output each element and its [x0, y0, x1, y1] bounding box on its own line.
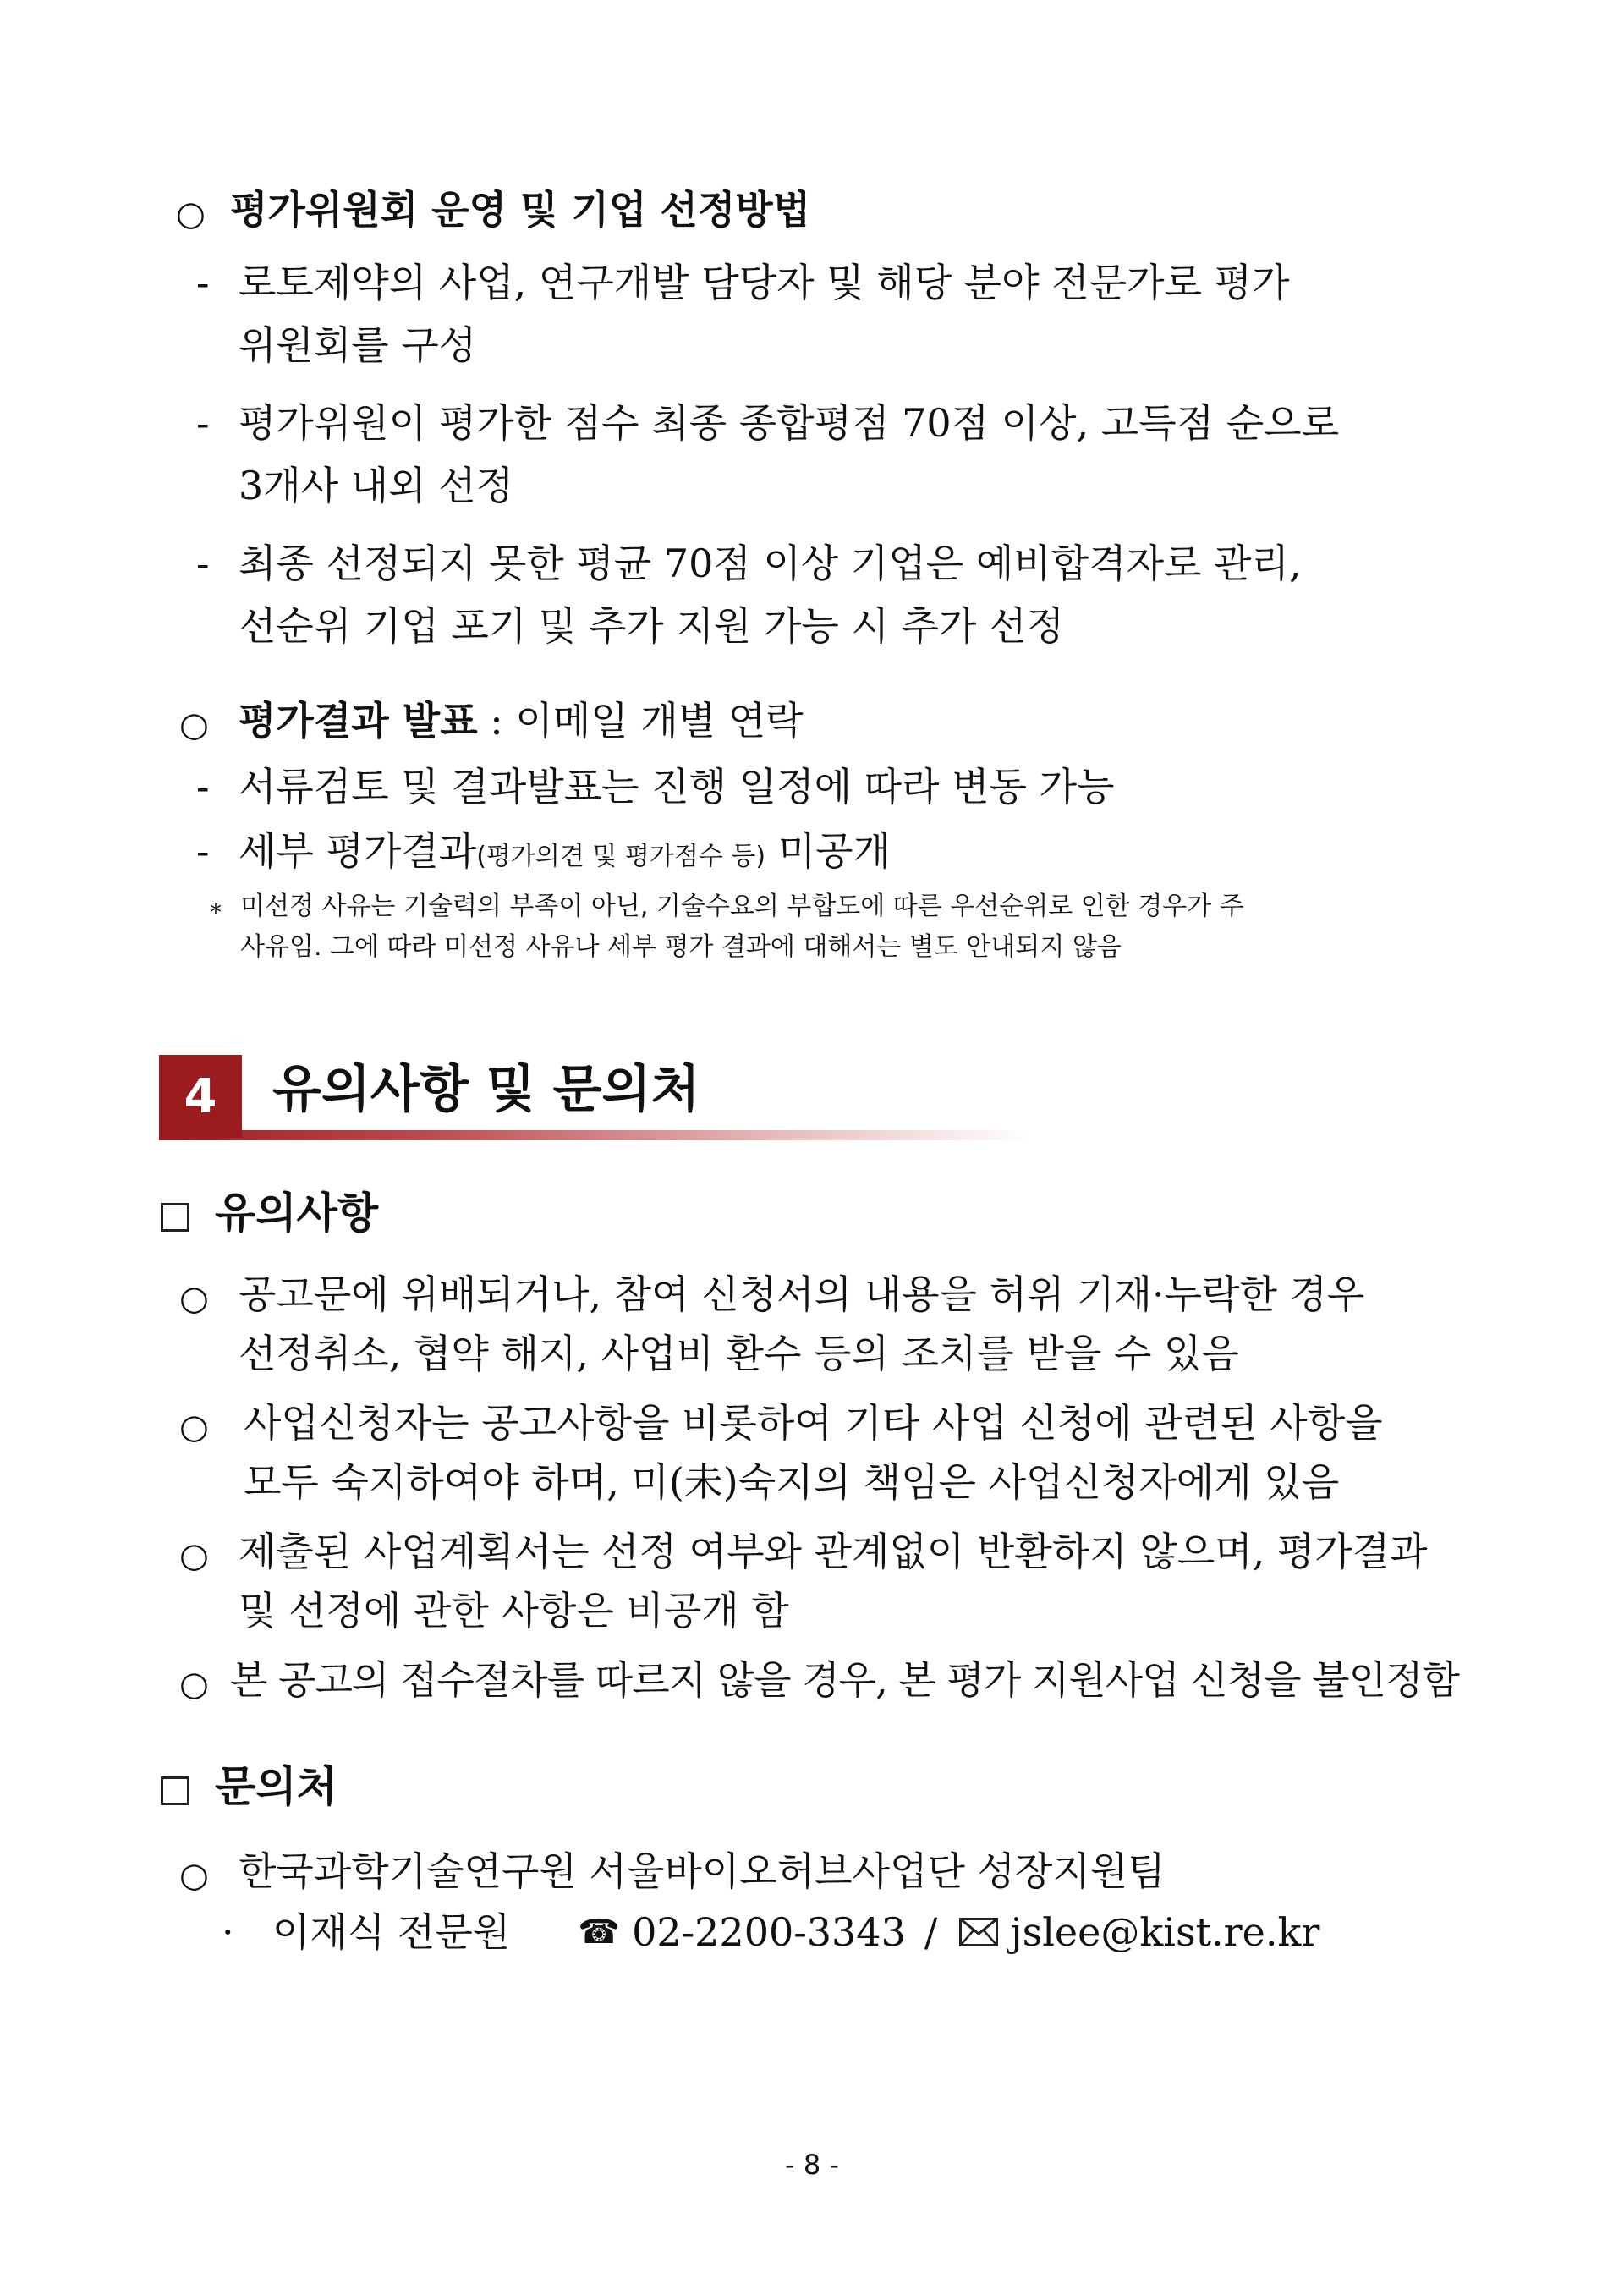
- eval-item-1-line2: 위원회를 구성: [239, 322, 477, 368]
- result-item-2: 세부 평가결과(평가의견 및 평가점수 등) 미공개: [239, 828, 892, 874]
- eval-item-3-line1: 최종 선정되지 못한 평균 70점 이상 기업은 예비합격자로 관리,: [239, 541, 1302, 586]
- caution-item-2-line2: 모두 숙지하여야 하며, 미(未)숙지의 책임은 사업신청자에게 있음: [244, 1459, 1340, 1505]
- section-number: 4: [184, 1068, 217, 1124]
- contact-org: 한국과학기술연구원 서울바이오허브사업단 성장지원팀: [239, 1848, 1166, 1894]
- circle-bullet-icon: ○: [176, 195, 206, 233]
- circle-bullet-icon: ○: [179, 1279, 209, 1318]
- contact-person: 이재식 전문원: [272, 1909, 511, 1955]
- contact-separator: /: [924, 1909, 938, 1955]
- contact-heading: 문의처: [215, 1762, 337, 1811]
- section-underline: [159, 1130, 1030, 1140]
- result-note-line1: 미선정 사유는 기술력의 부족이 아닌, 기술수요의 부합도에 따른 우선순위로 인한 경우가 주: [240, 892, 1244, 921]
- section-title: 유의사항 및 문의처: [272, 1060, 700, 1119]
- dash-bullet: -: [196, 764, 210, 810]
- mail-icon: [959, 1918, 998, 1946]
- caution-item-4: 본 공고의 접수절차를 따르지 않을 경우, 본 평가 지원사업 신청을 불인정함: [230, 1657, 1459, 1703]
- contact-phone[interactable]: 02-2200-3343: [632, 1909, 906, 1955]
- circle-bullet-icon: ○: [179, 1536, 209, 1575]
- circle-bullet-icon: ○: [179, 706, 209, 744]
- asterisk-icon: *: [210, 898, 222, 926]
- eval-item-2-line2: 3개사 내외 선정: [239, 463, 514, 508]
- result-heading: 평가결과 발표 : 이메일 개별 연락: [239, 698, 804, 744]
- dash-bullet: -: [196, 260, 210, 305]
- circle-bullet-icon: ○: [179, 1856, 209, 1895]
- caution-item-1-line2: 선정취소, 협약 해지, 사업비 환수 등의 조치를 받을 수 있음: [239, 1331, 1239, 1376]
- result-item-1: 서류검토 및 결과발표는 진행 일정에 따라 변동 가능: [239, 764, 1115, 810]
- caution-item-3-line1: 제출된 사업계획서는 선정 여부와 관계없이 반환하지 않으며, 평가결과: [239, 1529, 1428, 1574]
- contact-email[interactable]: jslee@kist.re.kr: [1010, 1909, 1320, 1955]
- caution-item-2-line1: 사업신청자는 공고사항을 비롯하여 기타 사업 신청에 관련된 사항을: [244, 1400, 1383, 1446]
- dash-bullet: -: [196, 828, 210, 874]
- square-bullet-icon: [161, 1203, 189, 1232]
- phone-icon: ☎: [578, 1913, 621, 1952]
- contact-person-row: [272, 1910, 1320, 1955]
- result-note-line2: 사유임. 그에 따라 미선정 사유나 세부 평가 결과에 대해서는 별도 안내되지 않음: [240, 932, 1122, 962]
- dot-bullet: ·: [222, 1909, 234, 1955]
- caution-item-3-line2: 및 선정에 관한 사항은 비공개 함: [239, 1588, 789, 1633]
- cautions-heading: 유의사항: [215, 1189, 379, 1238]
- dash-bullet: -: [196, 400, 210, 446]
- eval-item-2-line1: 평가위원이 평가한 점수 최종 종합평점 70점 이상, 고득점 순으로: [239, 400, 1340, 446]
- eval-item-1-line1: 로토제약의 사업, 연구개발 담당자 및 해당 분야 전문가로 평가: [239, 260, 1290, 305]
- circle-bullet-icon: ○: [179, 1665, 209, 1704]
- eval-heading: 평가위원회 운영 및 기업 선정방법: [230, 187, 811, 233]
- page-number: - 8 -: [785, 2149, 839, 2181]
- circle-bullet-icon: ○: [179, 1408, 209, 1447]
- square-bullet-icon: [161, 1776, 189, 1805]
- dash-bullet: -: [196, 541, 210, 586]
- caution-item-1-line1: 공고문에 위배되거나, 참여 신청서의 내용을 허위 기재·누락한 경우: [239, 1271, 1365, 1317]
- eval-item-3-line2: 선순위 기업 포기 및 추가 지원 가능 시 추가 선정: [239, 603, 1064, 649]
